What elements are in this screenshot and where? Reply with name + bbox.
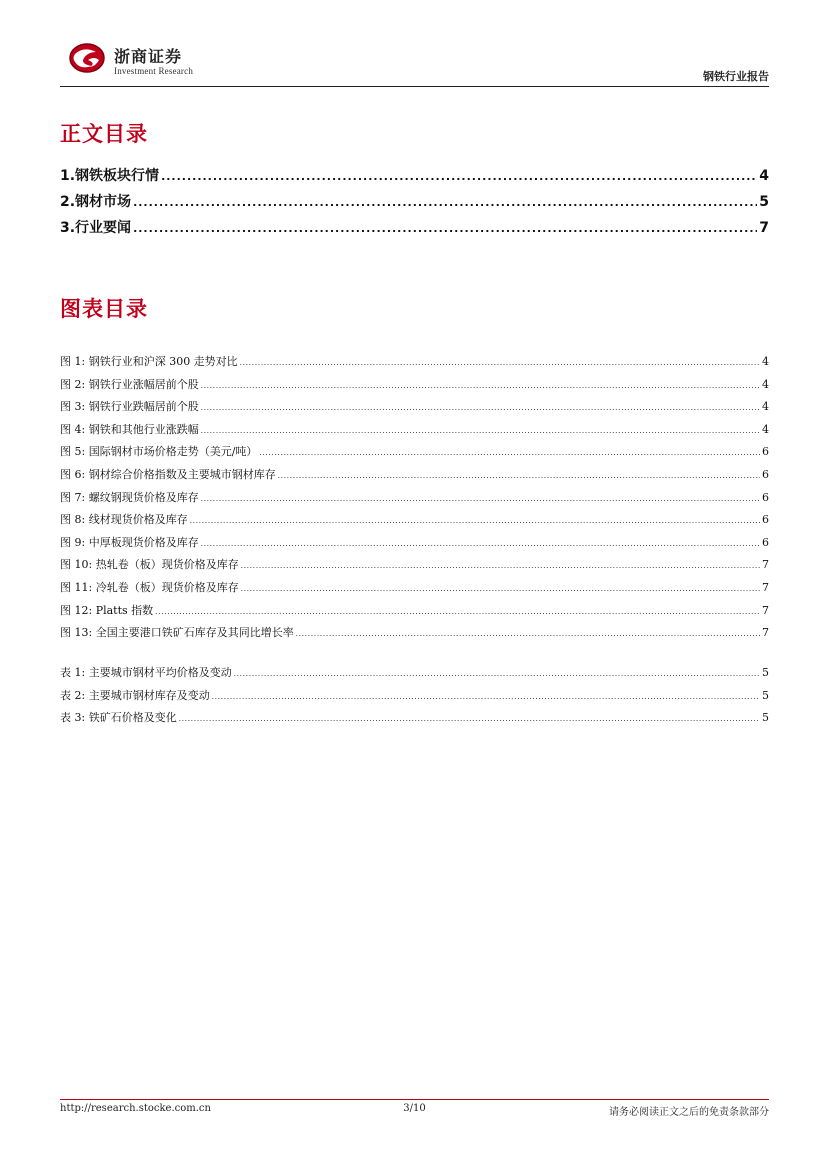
figure-entry[interactable] [60,577,769,600]
leader-dots [201,397,760,419]
figure-entry-page: 4 [762,400,769,414]
leader-dots [240,352,760,374]
table-entry-page: 5 [762,666,769,679]
table-entry[interactable] [60,662,769,685]
leader-dots [190,510,760,532]
figure-entry-page: 7 [762,580,769,594]
figure-entry-label: 图 11: 冷轧卷（板）现货价格及库存 [60,580,239,594]
figure-entry-page: 6 [762,467,769,481]
company-logo-icon [66,40,106,74]
header-divider [60,86,769,87]
figure-entry[interactable] [60,464,769,487]
footer-disclaimer: 请务必阅读正文之后的免责条款部分 [609,1107,769,1118]
figure-entry-page: 7 [762,626,769,640]
figure-entry[interactable] [60,419,769,442]
toc-entry-label: 3.行业要闻 [60,220,132,236]
figure-entry[interactable] [60,600,769,623]
figure-entry-page: 7 [762,603,769,617]
table-entry[interactable] [60,707,769,730]
figure-entry-label: 图 8: 线材现货价格及库存 [60,513,188,527]
figure-entry-label: 图 10: 热轧卷（板）现货价格及库存 [60,558,239,572]
figure-entry[interactable] [60,351,769,374]
figure-entry-page: 6 [762,535,769,549]
report-type: 钢铁行业报告 [703,70,769,83]
leader-dots [179,708,760,730]
table-entry-label: 表 1: 主要城市钢材平均价格及变动 [60,666,232,679]
leader-dots [161,164,757,189]
figure-entry-label: 图 13: 全国主要港口铁矿石库存及其同比增长率 [60,626,294,640]
leader-dots [241,555,760,577]
toc-entry[interactable] [60,163,769,189]
leader-dots [201,488,760,510]
figure-entry[interactable] [60,396,769,419]
footer-url[interactable]: http://research.stocke.com.cn [60,1103,211,1114]
figure-entry-page: 7 [762,558,769,572]
figure-entry-label: 图 4: 钢铁和其他行业涨跌幅 [60,422,199,436]
figure-entry-page: 6 [762,445,769,459]
figure-entry-label: 图 3: 钢铁行业跌幅居前个股 [60,400,199,414]
leader-dots [155,601,760,623]
leader-dots [278,465,760,487]
leader-dots [259,442,760,464]
leader-dots [234,663,760,685]
figure-entry[interactable] [60,441,769,464]
figure-entry-label: 图 12: Platts 指数 [60,603,154,617]
leader-dots [201,533,760,555]
tables-list [60,662,769,730]
figure-entry[interactable] [60,374,769,397]
figure-entry[interactable] [60,509,769,532]
table-entry-label: 表 2: 主要城市钢材库存及变动 [60,688,210,702]
toc-entry-label: 1.钢铁板块行情 [60,168,160,184]
page-footer [60,1103,769,1119]
footer-divider [60,1099,769,1100]
figure-entry-page: 6 [762,490,769,504]
toc-entry-label: 2.钢材市场 [60,194,132,210]
page-header [60,36,769,88]
figure-entry-page: 4 [762,377,769,391]
toc-entry[interactable] [60,215,769,241]
main-toc [60,163,769,241]
figure-entry[interactable] [60,532,769,555]
main-toc-title: 正文目录 [60,122,148,146]
figure-entry[interactable] [60,622,769,645]
toc-entry-page: 5 [759,194,769,210]
logo-chinese-name: 浙商证券 [114,47,183,66]
leader-dots [201,375,760,397]
toc-entry-page: 4 [759,168,769,184]
figures-list [60,351,769,645]
leader-dots [241,578,760,600]
figure-entry-page: 4 [762,422,769,436]
figure-entry[interactable] [60,487,769,510]
figures-toc-title: 图表目录 [60,297,148,321]
leader-dots [133,216,757,241]
leader-dots [133,190,757,215]
figure-entry-label: 图 5: 国际钢材市场价格走势（美元/吨） [60,445,258,459]
figure-entry-label: 图 7: 螺纹钢现货价格及库存 [60,490,199,504]
figure-entry-label: 图 1: 钢铁行业和沪深 300 走势对比 [60,355,238,368]
figure-entry-label: 图 2: 钢铁行业涨幅居前个股 [60,377,199,391]
table-entry-page: 5 [762,711,769,725]
figure-entry[interactable] [60,554,769,577]
figure-entry-label: 图 6: 钢材综合价格指数及主要城市钢材库存 [60,467,276,481]
toc-entry[interactable] [60,189,769,215]
leader-dots [212,686,760,708]
table-entry-label: 表 3: 铁矿石价格及变化 [60,711,177,725]
figure-entry-page: 6 [762,513,769,527]
leader-dots [201,420,760,442]
table-entry[interactable] [60,685,769,708]
table-entry-page: 5 [762,688,769,702]
logo-english-name: Investment Research [114,66,194,76]
toc-entry-page: 7 [759,220,769,236]
figure-entry-page: 4 [762,355,769,368]
page-number: 3/10 [403,1103,426,1114]
leader-dots [296,623,760,645]
figure-entry-label: 图 9: 中厚板现货价格及库存 [60,535,199,549]
